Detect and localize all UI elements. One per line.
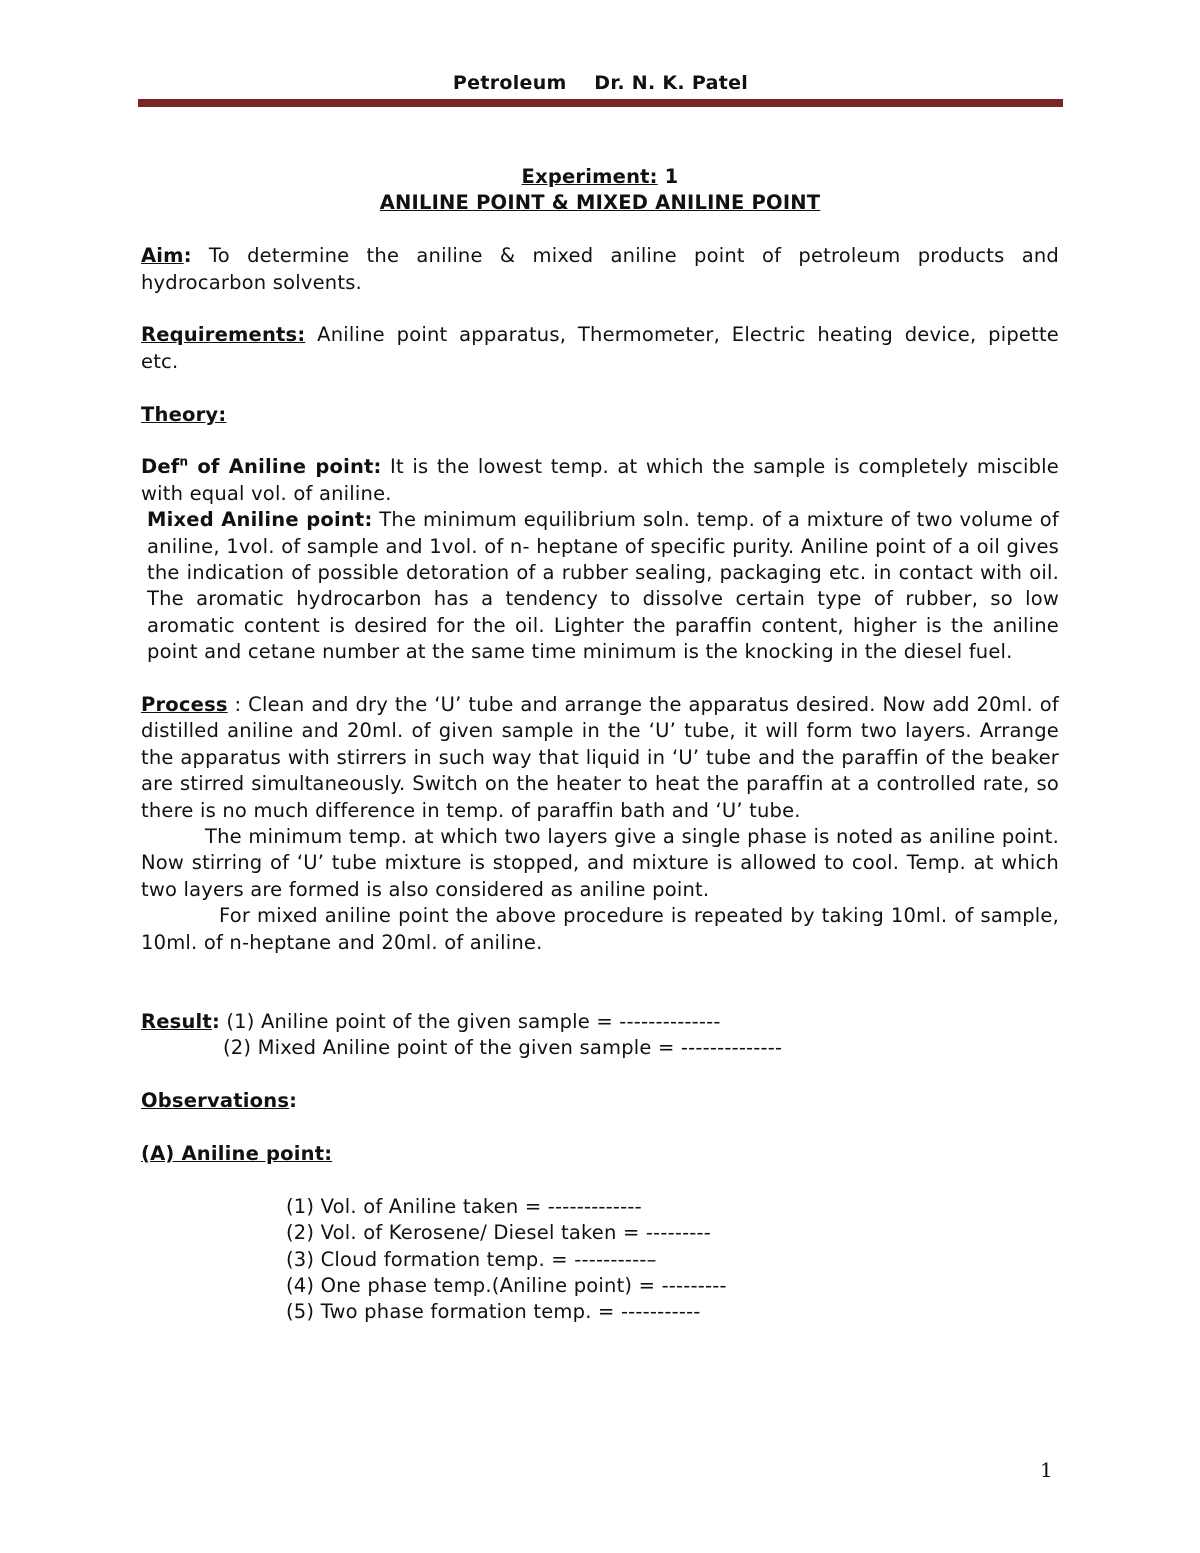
list-item: (2) Vol. of Kerosene/ Diesel taken = --------- — [286, 1221, 712, 1245]
observations-label: Observations — [141, 1089, 290, 1113]
spacer — [141, 375, 1059, 401]
process-paragraph-3: For mixed aniline point the above procedure is repeated by taking 10ml. of sample, 10ml. of n-heptane and 20ml. of aniline. — [141, 904, 1059, 954]
experiment-title: ANILINE POINT & MIXED ANILINE POINT — [379, 191, 821, 215]
spacer — [141, 1062, 1059, 1088]
mixed-aniline-label: Mixed Aniline point: — [147, 508, 373, 532]
document-body — [141, 164, 1059, 1326]
result-text-1: (1) Aniline point of the given sample = -------------- — [219, 1009, 721, 1033]
aim-text: To determine the aniline & mixed aniline point of petroleum products and hydrocarbon solvents. — [141, 244, 1059, 294]
requirements-paragraph — [141, 322, 1059, 375]
process-text: : Clean and dry the ‘U’ tube and arrange the apparatus desired. Now add 20ml. of distilled aniline and 20ml. of given sample in the ‘U’ tube, it will form two layers. Arrange the apparatus with stirrers in such way that liquid in ‘U’ tube and the paraffin of the beaker are stirred simultaneously. Switch on the heater to heat the paraffin at a controlled rate, so there is no much difference in temp. of paraffin bath and ‘U’ tube. — [141, 693, 1059, 822]
aim-label: Aim — [141, 244, 184, 268]
definition-text: It is the lowest temp. at which the sample is completely miscible with equal vol. of aniline. — [141, 455, 1059, 505]
section-a-label: (A) Aniline point: — [141, 1141, 333, 1165]
spacer — [141, 217, 1059, 243]
definition-label-superscript: n — [179, 454, 189, 469]
result-line-1 — [141, 1009, 1059, 1035]
result-colon: : — [211, 1009, 220, 1033]
spacer — [141, 1115, 1059, 1141]
aim-paragraph — [141, 243, 1059, 296]
spacer — [141, 1167, 1059, 1193]
section-a-heading — [141, 1141, 1059, 1167]
page-number: 1 — [1040, 1458, 1053, 1482]
experiment-number: 1 — [657, 165, 679, 188]
observations-colon: : — [289, 1089, 298, 1113]
experiment-heading — [141, 164, 1059, 190]
process-paragraph — [141, 692, 1059, 824]
requirements-label: Requirements: — [141, 323, 306, 347]
aim-colon: : — [183, 244, 192, 268]
definition-label-part1: Def — [141, 455, 180, 479]
page-header: Petroleum Dr. N. K. Patel — [452, 72, 749, 94]
mixed-aniline-paragraph — [141, 507, 1059, 665]
header-rule — [138, 99, 1063, 107]
list-item: (5) Two phase formation temp. = ----------- — [286, 1300, 701, 1324]
definition-label — [141, 455, 382, 478]
mixed-aniline-text: The minimum equilibrium soln. temp. of a mixture of two volume of aniline, 1vol. of sample and 1vol. of n- heptane of specific purity. Aniline point of a oil gives the indication of possible detoration of a rubber sealing, packaging etc. in contact with oil. The aromatic hydrocarbon has a tendency to dissolve certain type of rubber, so low aromatic content is desired for the oil. Lighter the paraffin content, higher is the aniline point and cetane number at the same time minimum is the knocking in the diesel fuel. — [147, 508, 1059, 664]
process-label: Process — [141, 693, 228, 717]
theory-heading — [141, 402, 1059, 428]
result-line-2: (2) Mixed Aniline point of the given sample = -------------- — [223, 1036, 783, 1060]
observation-list — [141, 1194, 1059, 1326]
spacer — [141, 428, 1059, 454]
observations-heading — [141, 1088, 1059, 1114]
spacer — [141, 956, 1059, 1009]
definition-paragraph — [141, 454, 1059, 507]
definition-label-part2: of Aniline point: — [188, 455, 382, 479]
spacer — [141, 666, 1059, 692]
requirements-text: Aniline point apparatus, Thermometer, Electric heating device, pipette etc. — [141, 323, 1059, 373]
list-item: (1) Vol. of Aniline taken = ------------- — [286, 1194, 642, 1218]
theory-label: Theory: — [141, 402, 227, 426]
result-label: Result — [141, 1009, 212, 1033]
list-item: (4) One phase temp.(Aniline point) = --------- — [286, 1273, 727, 1297]
spacer — [141, 296, 1059, 322]
process-paragraph-2: The minimum temp. at which two layers give a single phase is noted as aniline point. Now stirring of ‘U’ tube mixture is stopped, and mixture is allowed to cool. Temp. at which two layers are formed is also considered as aniline point. — [141, 825, 1059, 901]
list-item: (3) Cloud formation temp. = ----------– — [286, 1247, 657, 1271]
experiment-label: Experiment: — [521, 165, 658, 188]
